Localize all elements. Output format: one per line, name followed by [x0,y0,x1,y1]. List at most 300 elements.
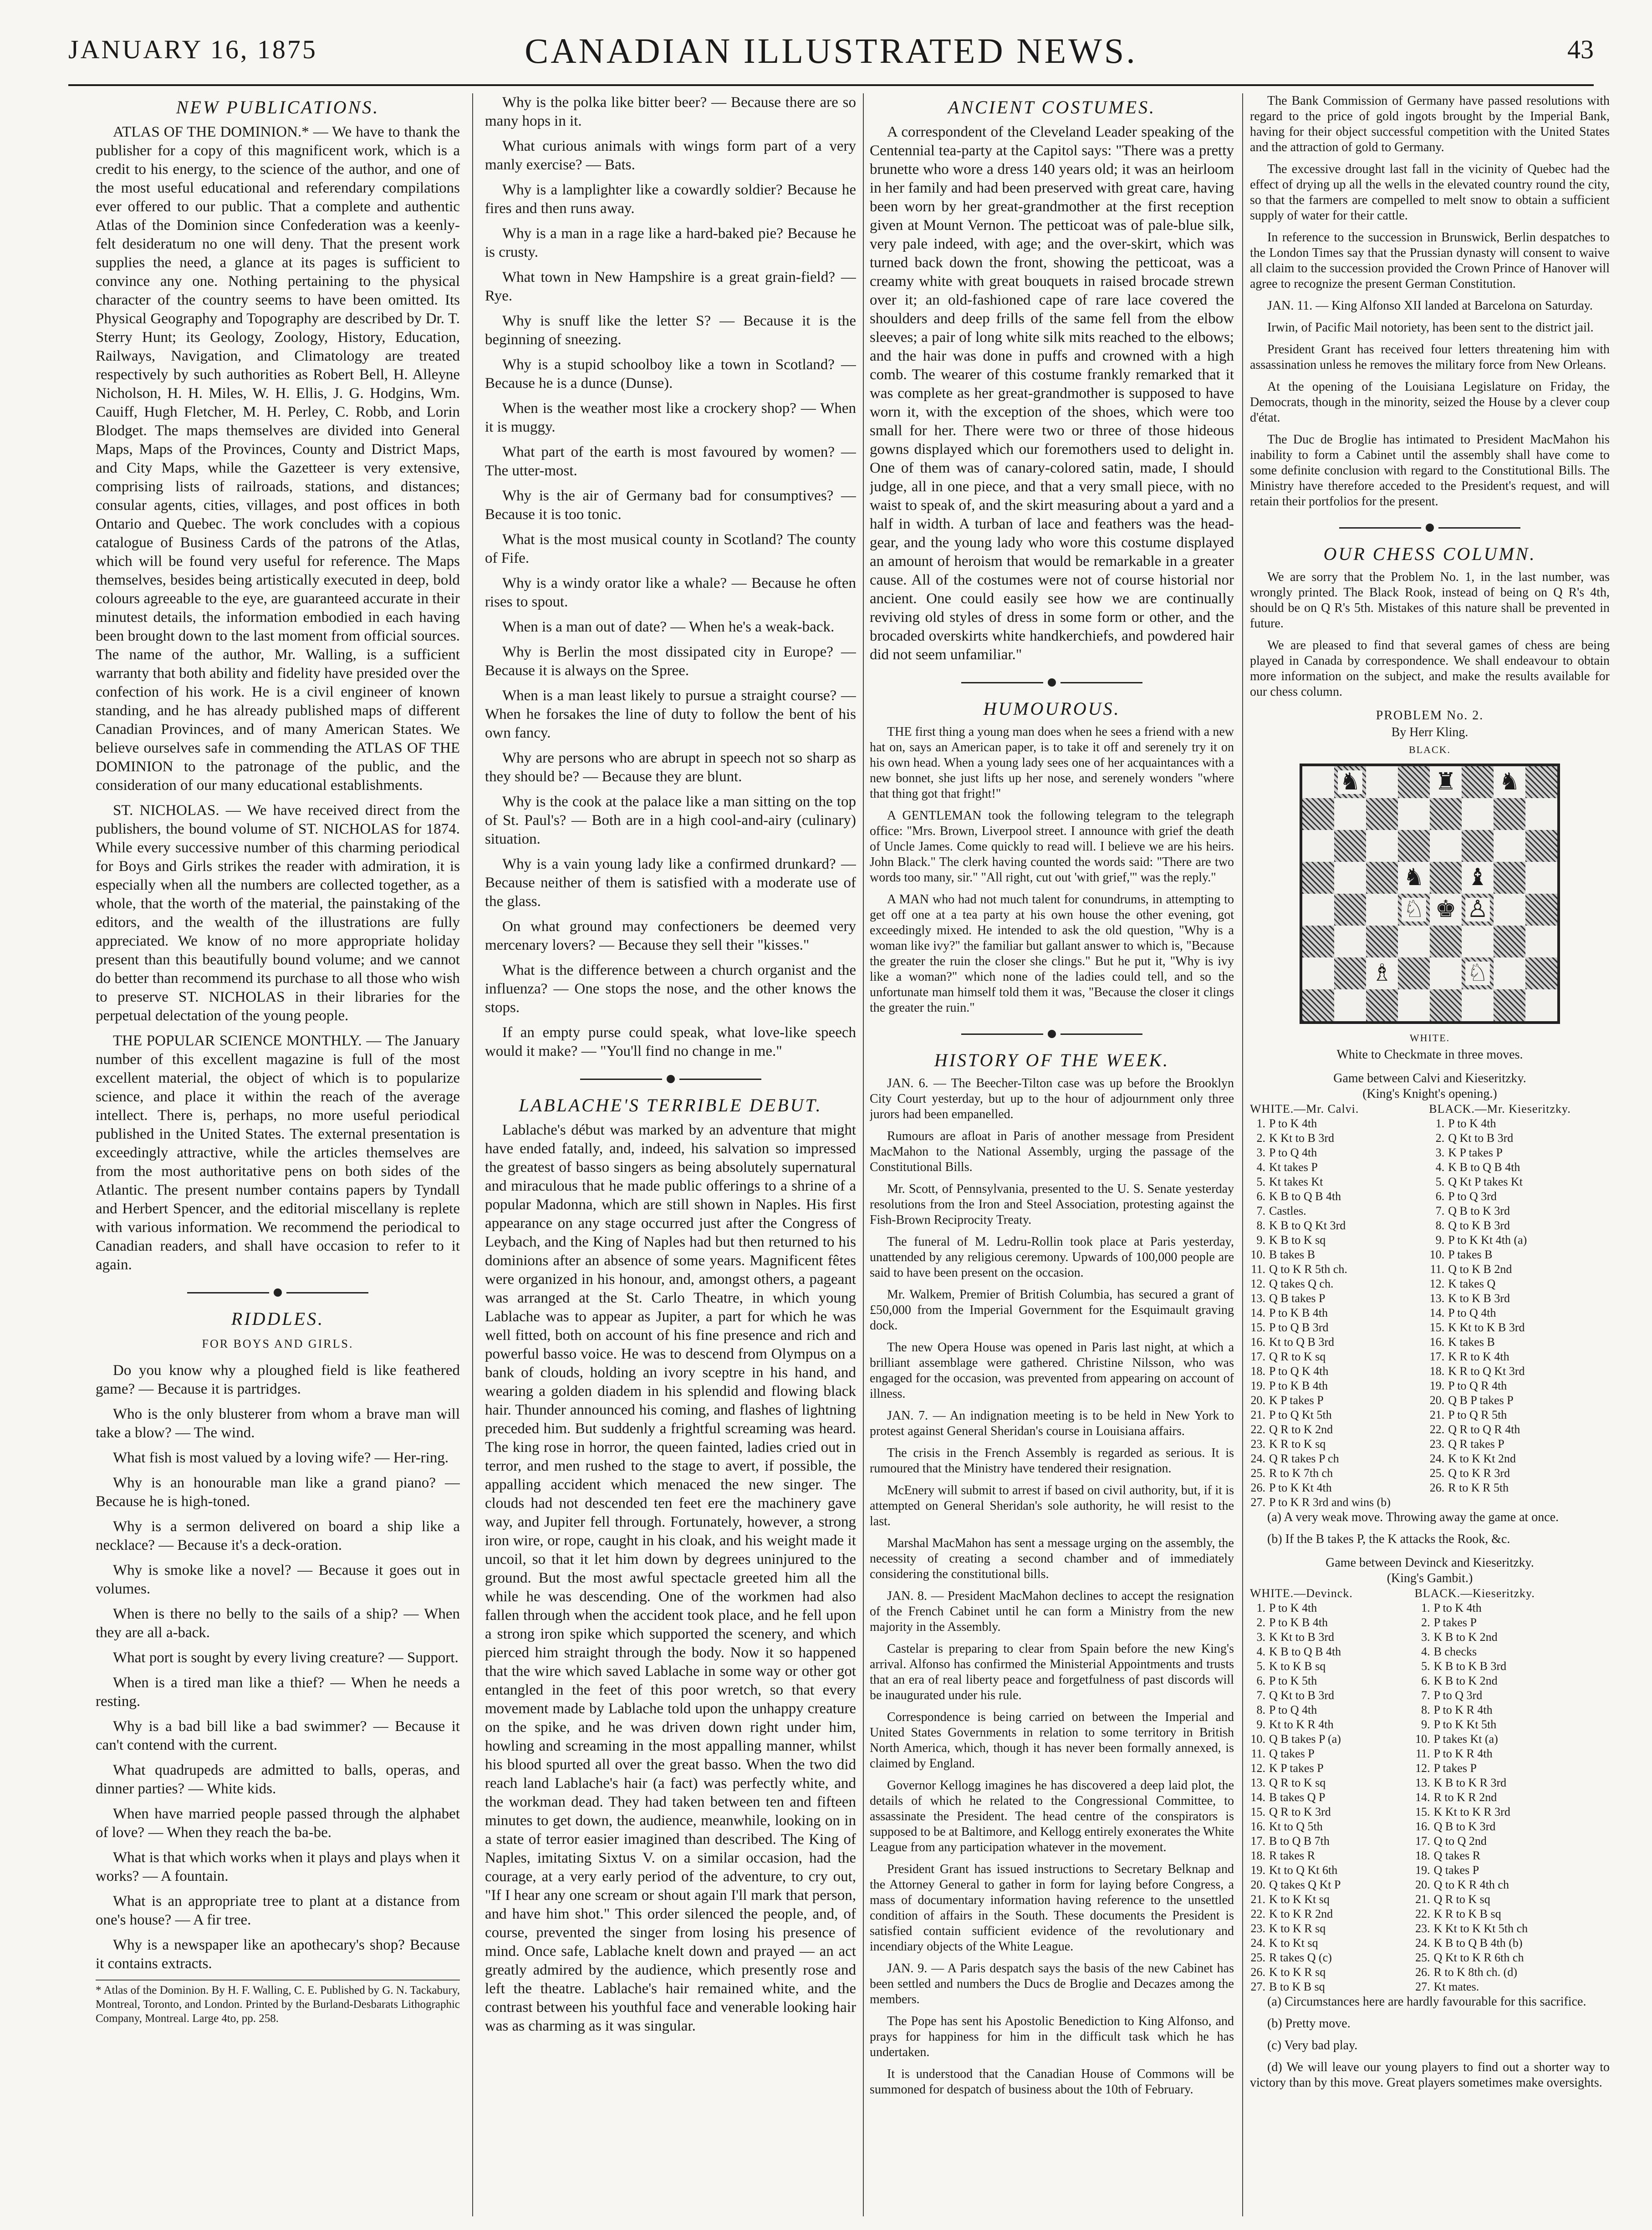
humour-item: THE first thing a young man does when he sees a friend with a new hat on, says an American paper, is to take it off and serenely try it on his own head. When a young lady sees one of her acquaintances with a new bonnet, she just lifts up her nose, and serenely wonders "where that thing got that fright!" [870,725,1234,801]
move-text: P to K 4th [1448,1117,1496,1130]
move-number: 22. [1250,1423,1265,1436]
move-row [1250,1277,1610,1291]
riddle: Why is Berlin the most dissipated city in Europe? — Because it is always on the Spree. [485,644,856,679]
move-number: 6. [1421,1674,1430,1687]
chess-piece: ♗ [1370,962,1395,985]
move-number: 9. [1256,1233,1265,1247]
riddle: What part of the earth is most favoured by women? — The utter-most. [485,444,856,479]
news-item: The Bank Commission of Germany have passed resolutions with regard to the price of gold ingots brought by the Imperial Bank, having for their object successful competition with the United States and the attraction of gold to Germany. [1250,94,1610,154]
riddle: Why is smoke like a novel? — Because it goes out in volumes. [96,1562,460,1597]
move-number: 7. [1256,1204,1265,1217]
board-square [1366,957,1398,989]
board-square [1302,989,1334,1021]
move-number: 14. [1250,1791,1265,1804]
game-note: (d) We will leave our young players to find out a shorter way to victory than by this move. Great players sometimes make oversights. [1250,2060,1610,2090]
move-text: Q takes Q Kt P [1269,1878,1341,1891]
board-square [1525,989,1557,1021]
board-square [1430,926,1462,957]
move-number: 8. [1421,1703,1430,1716]
game1-moves [1250,1102,1610,1510]
move-text: K B to K R 3rd [1433,1776,1507,1789]
move-text: P to Q Kt 5th [1269,1408,1332,1421]
move-text: K R to K B sq [1433,1907,1501,1920]
move-text: K B to Q B 4th [1269,1190,1341,1203]
move-row [1250,1805,1610,1819]
section-heading-lablache: LABLACHE'S TERRIBLE DEBUT. [519,1095,822,1115]
move-number: 20. [1250,1878,1265,1891]
move-row [1250,1247,1610,1262]
move-number: 14. [1415,1791,1430,1804]
black-label: BLACK. [1408,744,1451,755]
move-number: 26. [1250,1965,1265,1979]
game1-body [1250,1116,1610,1510]
game1-black-head: BLACK.—Mr. Kieseritzky. [1429,1102,1571,1115]
riddle: Why is an honourable man like a grand piano? — Because he is high-toned. [96,1475,460,1510]
footnote: * Atlas of the Dominion. By H. F. Walling, C. E. Published by G. N. Tackabury, Montreal, Toronto, and London. Printed by the Burland-Desbarats Lithographic Company, Montreal. Large 4to, pp. 258. [96,1980,460,2026]
move-text: B to Q B 7th [1269,1834,1330,1848]
move-text: P to Q 4th [1269,1703,1317,1716]
move-text: Kt to Q Kt 6th [1269,1863,1338,1877]
move-text: P to K R 4th [1433,1703,1493,1716]
news-item: McEnery will submit to arrest if based on civil authority, but, if it is attempted on General Sheridan's sole authority, he will resist to the last. [870,1483,1234,1528]
chess-piece: ♘ [1465,962,1490,985]
move-text: P to K B 4th [1269,1616,1328,1629]
news-item: President Grant has received four letters threatening him with assassination unless he removes the military force from New Orleans. [1250,342,1610,372]
move-number: 4. [1256,1645,1265,1658]
move-number: 22. [1250,1907,1265,1920]
chess-piece: ♞ [1338,770,1363,794]
move-row [1250,1466,1610,1481]
news-item: The excessive drought last fall in the vicinity of Quebec had the effect of drying up all the wells in the elevated country round the city, so that the farmers are compelled to melt snow to obtain a sufficient supply of water for their cattle. [1250,162,1610,223]
page-number: 43 [1567,35,1594,64]
separator [1250,518,1610,536]
board-square [1398,894,1430,926]
move-number: 26. [1250,1481,1265,1494]
riddle: When have married people passed through the alphabet of love? — When they reach the ba-be. [96,1806,460,1841]
move-text: B checks [1433,1645,1477,1658]
move-number: 24. [1429,1452,1445,1465]
move-row [1250,1451,1610,1466]
move-row [1250,1160,1610,1175]
move-number: 6. [1256,1190,1265,1203]
problem-author: By Herr Kling. [1391,725,1468,739]
game2-subtitle: (King's Gambit.) [1387,1571,1473,1585]
move-number: 15. [1415,1805,1430,1818]
game-note: (b) If the B takes P, the K attacks the Rook, &c. [1267,1532,1510,1546]
move-text: Kt takes P [1269,1161,1318,1174]
move-number: 1. [1421,1601,1430,1614]
move-number: 27. [1250,1496,1265,1509]
game2-header [1250,1586,1610,1601]
move-number: 25. [1429,1466,1445,1480]
section-heading-history-of-week: HISTORY OF THE WEEK. [934,1050,1170,1070]
board-square [1366,926,1398,957]
move-row [1250,1717,1610,1732]
move-text: Q takes P [1269,1747,1315,1760]
news-item: Rumours are afloat in Paris of another message from President MacMahon to the National Assembly, urging the passage of the Constitutional Bills. [870,1129,1234,1174]
move-row [1250,1320,1610,1335]
white-label: WHITE. [1409,1032,1450,1044]
move-row [1250,1630,1610,1644]
move-text: Q B takes P (a) [1269,1732,1341,1746]
riddle: When is there no belly to the sails of a ship? — When they are all a-back. [96,1606,460,1641]
move-number: 19. [1415,1863,1430,1877]
game2-title: Game between Devinck and Kieseritzky. [1326,1556,1534,1570]
move-text: K R to K sq [1269,1437,1326,1451]
move-row [1250,1379,1610,1393]
game1-subtitle: (King's Knight's opening.) [1362,1087,1497,1101]
move-row [1250,1863,1610,1878]
move-row [1250,1892,1610,1907]
move-number: 23. [1250,1437,1265,1451]
news-item: JAN. 9. — A Paris despatch says the basis of the new Cabinet has been settled and numbers the Ducs de Broglie and Decazes among the members. [870,1961,1234,2006]
board-square [1366,798,1398,830]
move-row [1250,1349,1610,1364]
board-square [1334,862,1366,894]
board-square [1494,894,1525,926]
board-square [1462,957,1494,989]
chess-piece: ♚ [1433,898,1458,922]
game1-title: Game between Calvi and Kieseritzky. [1333,1071,1526,1085]
move-number: 24. [1250,1936,1265,1950]
move-number: 25. [1415,1951,1430,1964]
board-square [1525,926,1557,957]
chess-note: We are pleased to find that several games of chess are being played in Canada by correspondence. We shall endeavour to obtain more information on the subject, and make the results available for our chess column. [1250,638,1610,699]
column-divider [863,93,864,2216]
move-text: K B to K B 3rd [1433,1660,1507,1673]
move-number: 17. [1250,1350,1265,1363]
news-item: The Duc de Broglie has intimated to President MacMahon his inability to form a Cabinet until the assembly shall have come to some definite conclusion with regard to the Constitutional Bills. The Ministry have therefore acceded to the President's request, and will retain their portfolios for the present. [1250,433,1610,509]
board-square [1334,894,1366,926]
riddle: Do you know why a ploughed field is like feathered game? — Because it is partridges. [96,1362,460,1397]
move-text: K B to Q B 4th (b) [1433,1936,1523,1950]
riddle: Why is a stupid schoolboy like a town in Scotland? — Because he is a dunce (Dunse). [485,356,856,392]
riddle: Why is the cook at the palace like a man sitting on the top of St. Paul's? — Both are in a high cool-and-airy (culinary) situation. [485,794,856,847]
move-text: Q takes R [1433,1849,1481,1862]
game2-black-head: BLACK.—Kieseritzky. [1414,1587,1535,1600]
move-text: Q R to K sq [1269,1350,1326,1363]
move-number: 13. [1250,1292,1265,1305]
move-number: 17. [1415,1834,1430,1848]
move-number: 25. [1250,1466,1265,1480]
news-item: The Pope has sent his Apostolic Benediction to King Alfonso, and prays for happiness for him in the difficult task which he has undertaken. [870,2014,1234,2059]
move-row [1250,1878,1610,1892]
move-text: P to Q B 3rd [1269,1321,1329,1334]
move-text: K to K B sq [1269,1660,1326,1673]
column-2 [485,93,856,2230]
section-heading-chess-column: OUR CHESS COLUMN. [1323,544,1536,564]
move-text: K B to Q B 4th [1269,1645,1341,1658]
move-number: 7. [1421,1689,1430,1702]
board-square [1302,798,1334,830]
move-row [1250,1761,1610,1776]
move-number: 5. [1421,1660,1430,1673]
news-item: JAN. 6. — The Beecher-Tilton case was up before the Brooklyn City Court yesterday, but up to the hour of adjournment only three jurors had been empanelled. [870,1076,1234,1121]
move-text: Q Kt P takes Kt [1448,1175,1523,1188]
move-row [1250,1306,1610,1320]
board-square [1462,798,1494,830]
move-text: Q R takes P [1448,1437,1504,1451]
move-row [1250,1146,1610,1160]
move-number: 23. [1250,1922,1265,1935]
article-popular-science: THE POPULAR SCIENCE MONTHLY. — The January number of this excellent magazine is full of the most excellent material, the object of which is to popularize science, and place it within the reach of the average intellect. There is, perhaps, no more useful periodical published in the United States. The external presentation is exceedingly attractive, while the articles themselves are from the most authoritative pens on both sides of the Atlantic. The present number contains papers by Tyndall and Herbert Spencer, and the editorial miscellany is replete with various information. We recommend the periodical to Canadian readers, and shall have occasion to refer to it again. [96,1033,460,1273]
move-text: K Kt to B 3rd [1269,1131,1334,1145]
move-text: P to K 5th [1269,1674,1317,1687]
move-number: 24. [1250,1452,1265,1465]
move-number: 17. [1250,1834,1265,1848]
masthead-rule [68,84,1594,86]
move-number: 20. [1429,1394,1445,1407]
board-square [1398,862,1430,894]
move-text: Q Kt to B 3rd [1448,1131,1514,1145]
move-row [1250,1364,1610,1379]
riddle: Why is a vain young lady like a confirmed drunkard? — Because neither of them is satisfied with a moderate use of the glass. [485,856,856,910]
column-4 [1250,93,1610,2230]
move-text: K B to K sq [1269,1233,1326,1247]
riddle: When is the weather most like a crockery shop? — When it is muggy. [485,400,856,435]
move-number: 15. [1250,1805,1265,1818]
move-row [1250,1335,1610,1349]
move-number: 27. [1415,1980,1430,1993]
move-text: P takes P [1433,1762,1477,1775]
riddle: Why is a lamplighter like a cowardly soldier? Because he fires and then runs away. [485,182,856,217]
move-text: R takes Q (c) [1269,1951,1332,1964]
column-3 [870,93,1234,2230]
move-number: 21. [1250,1893,1265,1906]
move-row [1250,1819,1610,1834]
problem-caption: White to Checkmate in three moves. [1336,1048,1523,1062]
chess-piece: ♞ [1497,770,1522,794]
separator [96,1283,460,1301]
move-number: 16. [1250,1335,1265,1349]
humour-item: A GENTLEMAN took the following telegram to the telegraph office: "Mrs. Brown, Liverpool street. I announce with grief the death of Uncle James. Come quickly to read will. I believe we are his heirs. John Black." The clerk having counted the words said: "There are two words too many, sir." "All right, cut out 'with grief,'" was the reply." [870,809,1234,885]
move-text: P to Q R 4th [1448,1379,1507,1392]
section-heading-riddles: RIDDLES. [231,1308,325,1329]
move-text: Q R to Q R 4th [1448,1423,1520,1436]
news-item: The crisis in the French Assembly is regarded as serious. It is rumoured that the Ministry have tendered their resignation. [870,1446,1234,1476]
move-text: P takes B [1448,1248,1493,1261]
move-row [1250,1116,1610,1131]
riddle: When is a man out of date? — When he's a weak-back. [502,619,835,635]
move-row [1250,1204,1610,1218]
move-row [1250,1936,1610,1950]
game-note: (a) Circumstances here are hardly favourable for this sacrifice. [1267,1995,1586,2009]
move-number: 19. [1429,1379,1445,1392]
move-number: 21. [1429,1408,1445,1421]
news-item: JAN. 7. — An indignation meeting is to be held in New York to protest against General Sheridan's course in Louisiana affairs. [870,1409,1234,1438]
move-number: 12. [1250,1277,1265,1290]
move-text: P to K 4th [1433,1601,1482,1614]
move-number: 7. [1435,1204,1445,1217]
move-number: 10. [1415,1732,1430,1746]
board-square [1462,989,1494,1021]
news-item: In reference to the succession in Brunswick, Berlin despatches to the London Times say that the Prussian dynasty will consent to waive all claim to the succession provided the Crown Prince of Hanover will agree to recognize the present German Constitution. [1250,230,1610,291]
move-number: 16. [1415,1820,1430,1833]
game-note: (a) A very weak move. Throwing away the game at once. [1267,1510,1559,1524]
board-square [1398,766,1430,798]
riddle: What is the difference between a church organist and the influenza? — One stops the nose, and the other knows the stops. [485,962,856,1016]
news-item: At the opening of the Louisiana Legislature on Friday, the Democrats, though in the minority, seized the House by a clever coup d'état. [1250,380,1610,425]
news-item: Irwin, of Pacific Mail notoriety, has been sent to the district jail. [1267,321,1594,335]
move-number: 23. [1415,1922,1430,1935]
chess-piece: ♞ [1402,866,1427,890]
move-number: 9. [1256,1718,1265,1731]
move-number: 3. [1256,1630,1265,1644]
move-text: K P takes P [1269,1762,1324,1775]
riddle: When is a tired man like a thief? — When he needs a resting. [96,1675,460,1710]
move-text: P takes P [1433,1616,1477,1629]
news-item: The funeral of M. Ledru-Rollin took place at Paris yesterday, unattended by any religious ceremony. Upwards of 100,000 people are said to have been present on the occasion. [870,1235,1234,1280]
riddle: What is the most musical county in Scotland? The county of Fife. [485,531,856,566]
game2-white-head: WHITE.—Devinck. [1250,1587,1353,1600]
move-number: 18. [1250,1364,1265,1378]
move-text: Q to Q 2nd [1433,1834,1487,1848]
game1-header [1250,1102,1610,1116]
move-number: 18. [1429,1364,1445,1378]
move-number: 19. [1250,1379,1265,1392]
move-number: 5. [1435,1175,1445,1188]
board-square [1398,957,1430,989]
board-square [1334,989,1366,1021]
move-text: K R to Q Kt 3rd [1448,1364,1525,1378]
move-number: 12. [1429,1277,1445,1290]
move-number: 22. [1415,1907,1430,1920]
humour-item: A MAN who had not much talent for conundrums, in attempting to get off one at a tea party at his own house the other evening, got exceedingly mixed. He intended to ask the old question, "Why is a woman like ivy?" the familiar but gallant answer to which is, "Because the greater the ruin the closer she clings." But he put it, "Why is ivy like a woman?" which none of the ladies could tell, and so the unfortunate man himself told them it was, "Because the closer it clings the greater the ruin." [870,892,1234,1015]
section-heading-ancient-costumes: ANCIENT COSTUMES. [948,97,1156,117]
move-number: 1. [1435,1117,1445,1130]
move-row [1250,1732,1610,1746]
board-square [1334,766,1366,798]
move-row [1250,1776,1610,1790]
move-row [1250,1495,1610,1510]
chess-piece: ♜ [1433,770,1458,794]
chess-note: We are sorry that the Problem No. 1, in the last number, was wrongly printed. The Black Rook, instead of being on Q R's 4th, should be on Q R's 5th. Mistakes of this nature shall be prevented in future. [1250,570,1610,631]
move-number: 2. [1421,1616,1430,1629]
move-number: 14. [1429,1306,1445,1319]
move-row [1250,1262,1610,1277]
move-text: Q B takes P [1269,1292,1326,1305]
move-text: Q R to K 3rd [1269,1805,1331,1818]
riddle: Why is a sermon delivered on board a ship like a necklace? — Because it's a deck-oration. [96,1518,460,1553]
news-item: Governor Kellogg imagines he has discovered a deep laid plot, the details of which he related to the Congressional Committee, to assassinate the President. The head centre of the conspirators is supposed to be at Baltimore, and Kellogg entirely exonerates the White League from any participation whatever in the movement. [870,1778,1234,1854]
board-square [1430,894,1462,926]
move-row [1250,1218,1610,1233]
move-number: 3. [1421,1630,1430,1644]
move-text: R to K R 2nd [1433,1791,1497,1804]
column-divider [1242,93,1243,2216]
move-number: 9. [1421,1718,1430,1731]
board-square [1366,894,1398,926]
move-text: P to K Kt 5th [1433,1718,1497,1731]
move-text: K B to Q B 4th [1448,1161,1520,1174]
move-text: Q B to K 3rd [1448,1204,1510,1217]
riddle: When is a man least likely to pursue a straight course? — When he forsakes the line of duty to follow the bent of his own fancy. [485,687,856,741]
move-text: Q takes Q ch. [1269,1277,1334,1290]
riddle: What quadrupeds are admitted to balls, operas, and dinner parties? — White kids. [96,1762,460,1797]
move-row [1250,1746,1610,1761]
board-square [1366,830,1398,862]
riddle: What curious animals with wings form part of a very manly exercise? — Bats. [485,138,856,173]
board-square [1430,862,1462,894]
move-text: K to Kt sq [1269,1936,1318,1950]
board-square [1398,989,1430,1021]
move-text [1448,1495,1610,1510]
problem-title: PROBLEM No. 2. [1376,708,1484,723]
board-square [1334,957,1366,989]
move-row [1250,1834,1610,1848]
chess-board [1300,764,1560,1024]
move-text: P to K Kt 4th (a) [1448,1233,1527,1247]
board-square [1398,830,1430,862]
move-number: 7. [1256,1689,1265,1702]
move-row [1250,1980,1610,1994]
move-number: 6. [1256,1674,1265,1687]
move-text: K takes B [1448,1335,1495,1349]
article-atlas: ATLAS OF THE DOMINION.* — We have to thank the publisher for a copy of this magnificent work, which is a credit to his energy, to the science of the author, and one of the most useful educational and referendary compilations ever offered to our public. That a complete and authentic Atlas of the Dominion since Confederation was a keenly-felt desideratum no one will deny. That the present work supplies the need, a glance at its pages is sufficient to convince any one. Nothing pertaining to the physical character of the country seems to have been omitted. Its Physical Geography and Topography are described by Dr. T. Sterry Hunt; its Geology, Zoology, History, Education, Railways, Navigation, and Climatology are treated respectively by such authorities as Robert Bell, H. Alleyne Nicholson, H. H. Miles, W. H. Ellis, J. G. Hodgins, Wm. Cauiff, Hugh Fletcher, M. H. Perley, C. Robb, and Lorin Blodget. The maps themselves are divided into General Maps, Maps of the Provinces, County and District Maps, and City Maps, while the Gazetteer is very extensive, comprising lists of railroads, stations, and distances; consular agents, cities, villages, and post offices in both Ontario and Quebec. The work concludes with a copious catalogue of Business Cards of the patrons of the Atlas, which will be found very useful for reference. The Maps themselves, besides being artistically executed in deep, bold colours agreeable to the eye, are guaranteed accurate in their minutest details, the information embodied in each having been brought down to the last moment from official sources. The name of the author, Mr. Walling, is a sufficient warranty that both ability and fidelity have presided over the confection of his work. He is a civil engineer of known standing, and he has already published maps of different Canadian Provinces, and of many American States. We believe ourselves safe in commending the ATLAS OF THE DOMINION to the patronage of the public, and the consideration of our many educational establishments. [96,124,460,794]
board-square [1334,798,1366,830]
move-text: Q to K B 3rd [1448,1219,1510,1232]
move-text: K to K R sq [1269,1922,1326,1935]
board-square [1334,926,1366,957]
move-number: 12. [1415,1762,1430,1775]
move-number: 10. [1250,1248,1265,1261]
newspaper-title: CANADIAN ILLUSTRATED NEWS. [525,31,1137,71]
board-square [1494,766,1525,798]
section-heading-humourous: HUMOUROUS. [983,698,1121,719]
move-row [1250,1422,1610,1437]
move-number: 5. [1256,1660,1265,1673]
board-square [1494,926,1525,957]
move-text: Q R to K sq [1269,1776,1326,1789]
move-number: 20. [1250,1394,1265,1407]
move-text: K Kt to K R 3rd [1433,1805,1510,1818]
move-text: P to K 4th [1269,1117,1317,1130]
move-number: 21. [1250,1408,1265,1421]
riddle: If an empty purse could speak, what love-like speech would it make? — "You'll find no change in me." [485,1024,856,1059]
board-square [1302,862,1334,894]
move-number: 1. [1256,1601,1265,1614]
move-number: 13. [1250,1776,1265,1789]
board-square [1494,989,1525,1021]
move-text: P to Q 3rd [1448,1190,1497,1203]
issue-date: JANUARY 16, 1875 [68,35,317,64]
move-row [1250,1601,1610,1615]
move-row [1250,1703,1610,1717]
move-row [1250,1615,1610,1630]
board-square [1525,894,1557,926]
news-item: Marshal MacMahon has sent a message urging on the assembly, the necessity of creating a second chamber and of immediately considering the constitutional bills. [870,1536,1234,1581]
move-row [1250,1437,1610,1451]
move-number: 22. [1429,1423,1445,1436]
move-text: R to K 7th ch [1269,1466,1333,1480]
move-number: 11. [1416,1747,1430,1760]
board-square [1334,830,1366,862]
board-square [1366,989,1398,1021]
riddle: Why is a windy orator like a whale? — Because he often rises to spout. [485,575,856,610]
board-square [1494,798,1525,830]
move-text: Q Kt to B 3rd [1269,1689,1334,1702]
move-text: K takes Q [1448,1277,1496,1290]
move-text: K Kt to K B 3rd [1448,1321,1525,1334]
board-square [1494,957,1525,989]
board-square [1302,894,1334,926]
move-text: K B to K 2nd [1433,1630,1498,1644]
riddle: What fish is most valued by a loving wife? — Her-ring. [113,1450,449,1466]
riddle: What is that which works when it plays and plays when it works? — A fountain. [96,1849,460,1884]
move-number: 2. [1435,1131,1445,1145]
move-text: P takes Kt (a) [1433,1732,1498,1746]
board-square [1302,766,1334,798]
